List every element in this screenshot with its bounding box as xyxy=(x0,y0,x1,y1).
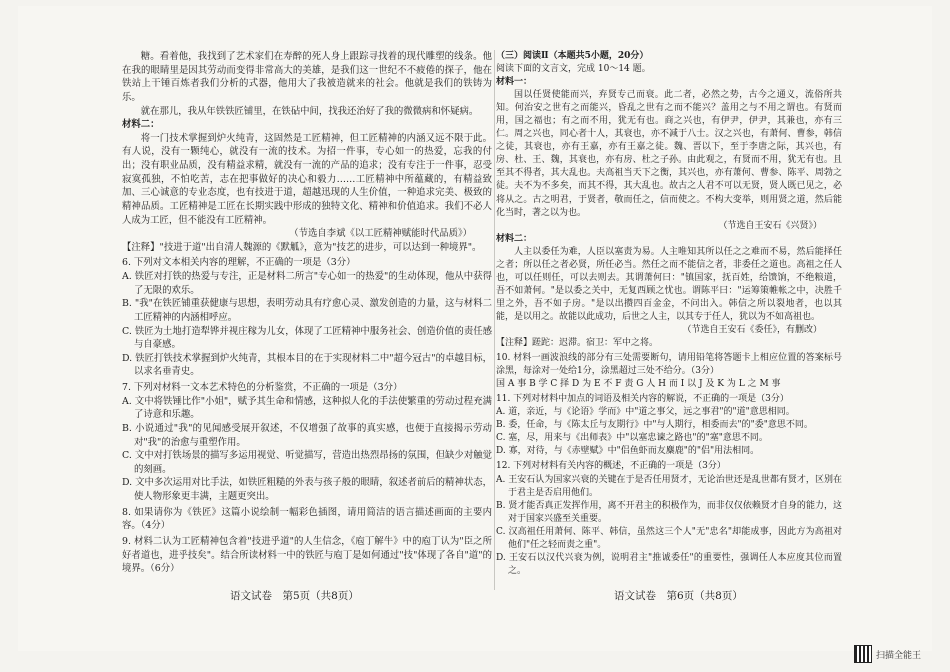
question-6-option-c: C. 铁匠为土地打造犁铧并视庄稼为儿女，体现了工匠精神中服务社会、创造价值的责任感与自豪感。 xyxy=(122,325,492,351)
question-10: 10. 材料一画波浪线的部分有三处需要断句，请用铅笔将答题卡上相应位置的答案标号涂黑，每涂对一处给1分，涂黑超过三处不给分。（3分） xyxy=(496,353,842,377)
question-6-option-b: B. "我"在铁匠铺重获健康与思想，表明劳动具有疗愈心灵、激发创造的力量，这与材料二工匠精神的内涵相呼应。 xyxy=(122,298,492,323)
question-12-option-c: C. 汉高祖任用萧何、陈平、韩信，虽然这三个人"无"忠名"却能成事，因此方为高祖对他们"任之轻而责之重"。 xyxy=(496,526,842,550)
right-column xyxy=(496,50,842,578)
question-6-option-a: A. 铁匠对打铁的热爱与专注，正是材料二所言"专心如一的热爱"的生动体现，他从中获得了无限的欢乐。 xyxy=(122,271,492,296)
left-paragraph-2: 就在那儿，我从年铁铁匠铺里，在铁砧中间，找我还治好了我的微微病和怀疑病。 xyxy=(140,105,479,117)
material-one-text: 国以任贤使能而兴，弃贤专己而衰。此二者，必然之势，古今之通义，流俗所共知。何治安之世有之而能兴，昏乱之世有之而不能兴？盖用之与不用之谓也。有贤而用，国之福也；有之而不用，犹无有也。商之兴也，有伊尹，伊尹，其兼也，亦有三仁。周之兴也，同心者十人，其衰也，亦不减于八士。汉之兴也，有萧何、曹参，韩信之徒，其衰也，亦有王嘉，亦有王嘉之徒。魏、晋以下，至于李唐之际，其兴也，有房、杜、王、魏，其衰也，亦有房、杜之子孙。由此观之，有贤而不用，犹无有也。且至其不得者，其大乱也。夫高祖当天下之衡，其兴也，亦有萧何、曹参、陈平、周勃之徒。夫不为不多矣，而其不得，其大乱也。故古之人君不可以无贤，贤人既已见之，必将从之。古之明君，于贤者，敬而任之，信而使之。不构大变举，则用贤之道，然后能化当时，著之以为也。 xyxy=(496,90,842,218)
right-material-two-source: （节选自王安石《委任》，有删改） xyxy=(682,324,822,335)
question-12: 12. 下列对材料有关内容的概述，不正确的一项是（3分） xyxy=(496,461,726,472)
question-12-option-b: B. 贤才能否真正发挥作用，离不开君主的积极作为，而非仅仅依赖贤才自身的能力，这对于国家兴盛至关重要。 xyxy=(496,500,842,524)
left-paragraph-1: 糖。看着他，我找到了艺术家们在寿醉的死人身上跟踪寻找着的现代雕塑的线条。他在我的眼睛里是因其劳动而变得非常高大的美雄，是我们这一世纪不不疲倦的探子，他在铁站上干锤百炼者我们分析的式器，他用大了我被造就来的社会。他就是我们的铁铸为乐。 xyxy=(122,51,492,103)
section-title: （三）阅读Ⅱ（本题共5小题，20分） xyxy=(496,51,649,61)
right-material-two-text: 人主以委任为难，人臣以塞责为易。人主唯知其所以任之之难而不易，然后能择任之者；所以任之者必贤，所任必当。然任之而不能信之者，非委任之道也。高祖之任人也，可以任则任，可以去则去。其谓萧何曰："镇国家，抚百姓，给馈饷，不绝粮道，吾不如萧何。"是以委之关中，无复西顾之忧也。谓陈平曰："运筹策帷帐之中，决胜千里之外，吾不如子房。"是以出攒四百金金，不问出入。韩信之所以裂地者，也以其能，是以用之。故能以此成功，后世之人主，以其专于任人，犹以为不如高祖也。 xyxy=(496,246,842,322)
question-7-option-c: C. 文中对打铁场景的描写多运用视觉、听觉描写，营造出热烈昂扬的氛围，但缺少对触觉的刻画。 xyxy=(122,450,492,475)
question-6: 6. 下列对文本相关内容的理解，不正确的一项是（3分） xyxy=(122,257,356,269)
scanner-watermark xyxy=(854,644,936,664)
left-annotation-note: 【注释】"技进于道"出自清人魏源的《默觚》，意为"技艺的进步，可以达到一种境界"。 xyxy=(122,241,482,253)
question-7: 7. 下列对材料一文本艺术特色的分析鉴赏，不正确的一项是（3分） xyxy=(122,382,403,393)
material-two-text: 将一门技术掌握到炉火纯青，这固然是工匠精神，但工匠精神的内涵又远不限于此。有人说，没有一颗纯心，就没有一流的技术。为招一件事，专心如一的热爱，忘我的付出；没有职业品质，没有精益求精，就没有一流的产品的追求；没有专注于一件事，忍受寂寞孤独，不怕吃苦，志在把事做好的决心和毅力……工匠精神中所蕴藏的，有精益致加、三心诚意的专业态度，也有技进于道，超越迅现的人生价值，一种追求完美、极致的精神品质。工匠精神是工匠在长期实践中形成的独特文化、精神和价值追求。我们不必人人成为工匠，但不能没有工匠精神。 xyxy=(122,132,492,226)
right-annotation-note: 【注释】蹉跎：迟滞。宿卫：军中之将。 xyxy=(496,338,659,349)
question-11-option-c: C. 塞，尽，用来与《出师表》中"以塞忠谏之路也"的"塞"意思不同。 xyxy=(496,433,768,444)
question-6-option-d: D. 铁匠打铁技术掌握到炉火纯青，其根本目的在于实现材料二中"超今冠古"的卓越目标，以求名垂青史。 xyxy=(122,352,492,378)
left-page-footer: 语文试卷 第5页（共8页） xyxy=(230,590,359,602)
question-10-options: 国 A 事 B 学 C 择 D 为 E 不 F 责 G 人 H 而 I 以 J 及 K 为 L 之 M 事 xyxy=(496,379,781,390)
right-material-two-label: 材料二： xyxy=(496,233,533,244)
question-7-option-b: B. 小说通过"我"的见闻感受展开叙述，不仅增强了故事的真实感，也便于直接揭示劳动对"我"的治愈与重塑作用。 xyxy=(122,422,492,448)
qr-code-icon xyxy=(854,645,872,663)
exam-sheet xyxy=(18,6,932,651)
right-page-footer: 语文试卷 第6页（共8页） xyxy=(614,590,743,602)
material-two-label: 材料二： xyxy=(122,119,160,131)
question-12-option-d: D. 王安石以汉代兴衰为例，说明君主"推诚委任"的重要性，强调任人本应度其位而置之。 xyxy=(496,552,842,576)
question-9: 9. 材料二认为工匠精神包含着"技进乎道"的人生信念，《庖丁解牛》中的庖丁认为"臣之所好者道也，进乎技矣"。结合所读材料一中的铁匠与庖丁是如何通过"技"体现了各自"道"的境界。（6分） xyxy=(122,535,492,575)
column-divider xyxy=(494,50,495,590)
question-7-option-d: D. 文中多次运用对比手法，如铁匠粗糙的外表与孩子般的眼睛，叙述者前后的精神状态，使人物形象更丰满，主题更突出。 xyxy=(122,477,492,502)
section-intro: 阅读下面的文言文，完成 10～14 题。 xyxy=(496,64,651,75)
question-11: 11. 下列对材料中加点的词语及相关内容的解说，不正确的一项是（3分） xyxy=(496,394,789,405)
question-7-option-a: A. 文中将铁锤比作"小姐"，赋予其生命和情感，这种拟人化的手法使繁重的劳动过程充满了诗意和乐趣。 xyxy=(122,395,492,421)
question-11-option-a: A. 道，亲近，与《论语》学而》中"道之事父，远之事君"的"道"意思相同。 xyxy=(496,407,795,418)
question-12-option-a: A. 王安石认为国家兴衰的关键在于是否任用贤才，无论治世还是乱世都有贤才，区别在于君主是否启用他们。 xyxy=(496,474,842,498)
left-column xyxy=(122,50,492,576)
material-one-label: 材料一： xyxy=(496,77,533,88)
question-11-option-d: D. 寡，对待，与《赤壁赋》中"侣鱼虾而友麋鹿"的"侣"用法相同。 xyxy=(496,446,760,457)
question-11-option-b: B. 委，任命，与《陈太丘与友期行》中"与人期行，相委而去"的"委"意思不同。 xyxy=(496,420,813,431)
question-8: 8. 如果请你为《铁匠》这篇小说绘制一幅彩色插图，请用简洁的语言描述画面的主要内容。（4分） xyxy=(122,506,492,532)
material-two-source: （节选自李斌《以工匠精神赋能时代品质》） xyxy=(289,228,472,240)
material-one-source: （节选自王安石《兴贤》） xyxy=(718,220,822,231)
scanner-watermark-label: 扫描全能王 xyxy=(876,650,922,661)
